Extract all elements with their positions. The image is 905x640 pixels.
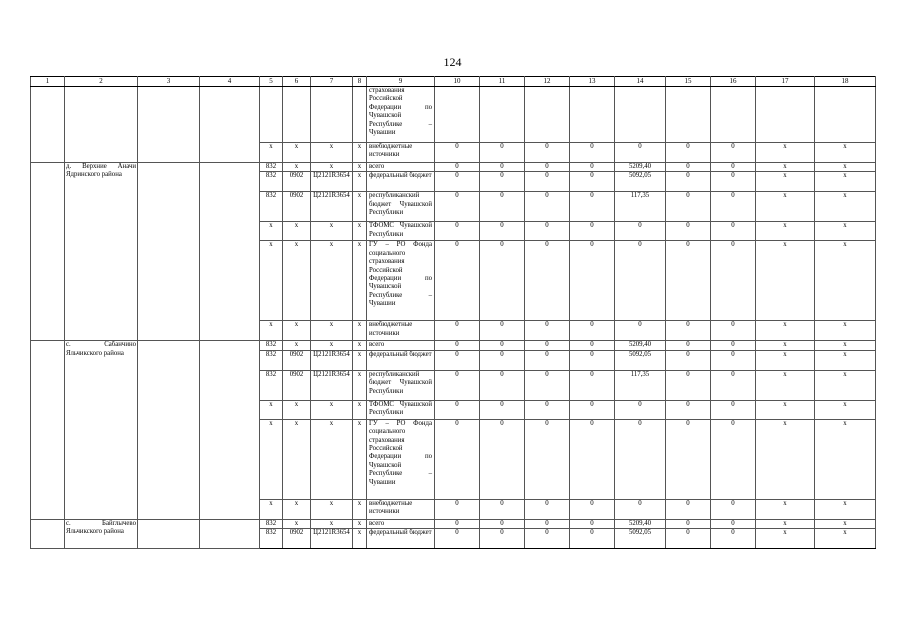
- cell-rzpr: 0902: [283, 192, 311, 222]
- cell-value-18: x: [815, 370, 876, 400]
- cell-col1: [31, 87, 65, 163]
- cell-grbs: [260, 87, 283, 143]
- cell-value-16: 0: [711, 192, 756, 222]
- cell-value-13: 0: [570, 350, 615, 370]
- cell-csr: Ц2121R3654: [311, 529, 353, 549]
- cell-value-12: [525, 87, 570, 143]
- cell-value-11: 0: [480, 519, 525, 528]
- cell-value-14: 117,35: [615, 192, 666, 222]
- cell-source: республиканский бюджет Чувашской Республики: [367, 192, 435, 222]
- cell-vr: [353, 87, 367, 143]
- cell-col4: [200, 163, 260, 341]
- cell-value-13: 0: [570, 321, 615, 341]
- cell-value-10: 0: [435, 419, 480, 499]
- cell-value-16: 0: [711, 519, 756, 528]
- table-row: [31, 341, 876, 350]
- cell-value-11: 0: [480, 192, 525, 222]
- cell-value-16: 0: [711, 321, 756, 341]
- cell-col3: [138, 519, 200, 548]
- budget-table: [30, 76, 876, 549]
- cell-csr: Ц2121R3654: [311, 192, 353, 222]
- cell-value-16: 0: [711, 143, 756, 163]
- cell-value-11: 0: [480, 163, 525, 172]
- cell-value-15: 0: [666, 350, 711, 370]
- cell-value-13: 0: [570, 222, 615, 241]
- cell-vr: x: [353, 321, 367, 341]
- cell-value-18: [815, 87, 876, 143]
- cell-value-12: 0: [525, 350, 570, 370]
- cell-vr: x: [353, 341, 367, 350]
- cell-source: федеральный бюджет: [367, 529, 435, 549]
- cell-value-18: x: [815, 222, 876, 241]
- cell-grbs: 832: [260, 370, 283, 400]
- cell-vr: x: [353, 192, 367, 222]
- cell-value-17: x: [756, 529, 815, 549]
- cell-value-12: 0: [525, 341, 570, 350]
- cell-source: ТФОМС Чувашской Республики: [367, 400, 435, 419]
- cell-value-14: 5092,05: [615, 350, 666, 370]
- cell-source: ГУ – РО Фонда социального страхования Российской Федерации по Чувашской Республике – Чувашии: [367, 419, 435, 499]
- cell-value-15: 0: [666, 172, 711, 192]
- column-number-16: 16: [711, 77, 756, 87]
- cell-value-10: 0: [435, 163, 480, 172]
- cell-value-14: 0: [615, 222, 666, 241]
- cell-value-14: 117,35: [615, 370, 666, 400]
- cell-value-13: 0: [570, 519, 615, 528]
- cell-value-14: 0: [615, 241, 666, 321]
- column-number-18: 18: [815, 77, 876, 87]
- cell-value-13: 0: [570, 400, 615, 419]
- cell-csr: x: [311, 400, 353, 419]
- cell-value-11: 0: [480, 370, 525, 400]
- cell-rzpr: x: [283, 241, 311, 321]
- cell-value-16: 0: [711, 350, 756, 370]
- cell-value-14: 0: [615, 419, 666, 499]
- column-number-8: 8: [353, 77, 367, 87]
- cell-col1: [31, 163, 65, 341]
- cell-value-14: 0: [615, 400, 666, 419]
- cell-rzpr: 0902: [283, 172, 311, 192]
- cell-vr: x: [353, 241, 367, 321]
- cell-value-13: 0: [570, 163, 615, 172]
- cell-value-14: 5209,40: [615, 341, 666, 350]
- cell-grbs: x: [260, 321, 283, 341]
- column-number-4: 4: [200, 77, 260, 87]
- cell-value-12: 0: [525, 192, 570, 222]
- cell-value-14: 0: [615, 321, 666, 341]
- cell-rzpr: x: [283, 321, 311, 341]
- cell-value-11: [480, 87, 525, 143]
- cell-grbs: x: [260, 143, 283, 163]
- cell-value-15: 0: [666, 192, 711, 222]
- cell-value-17: x: [756, 400, 815, 419]
- cell-csr: x: [311, 143, 353, 163]
- cell-grbs: x: [260, 499, 283, 519]
- cell-value-11: 0: [480, 350, 525, 370]
- cell-vr: x: [353, 350, 367, 370]
- cell-value-17: x: [756, 172, 815, 192]
- cell-csr: Ц2121R3654: [311, 350, 353, 370]
- cell-value-13: [570, 87, 615, 143]
- cell-value-16: 0: [711, 341, 756, 350]
- cell-value-17: x: [756, 350, 815, 370]
- cell-rzpr: x: [283, 519, 311, 528]
- cell-col1: [31, 341, 65, 519]
- cell-grbs: x: [260, 400, 283, 419]
- cell-source: внебюджетные источники: [367, 321, 435, 341]
- cell-col3: [138, 87, 200, 163]
- cell-value-16: 0: [711, 222, 756, 241]
- cell-value-16: 0: [711, 499, 756, 519]
- cell-value-16: 0: [711, 400, 756, 419]
- cell-locality: с. Сабанчино Яльчикского района: [65, 341, 138, 519]
- cell-grbs: 832: [260, 341, 283, 350]
- cell-value-18: x: [815, 321, 876, 341]
- cell-grbs: 832: [260, 172, 283, 192]
- cell-value-12: 0: [525, 172, 570, 192]
- cell-value-11: 0: [480, 143, 525, 163]
- cell-value-15: 0: [666, 143, 711, 163]
- cell-rzpr: x: [283, 341, 311, 350]
- cell-value-18: x: [815, 499, 876, 519]
- cell-value-16: 0: [711, 241, 756, 321]
- cell-value-10: 0: [435, 241, 480, 321]
- page-number: 124: [443, 55, 462, 69]
- cell-value-17: [756, 87, 815, 143]
- cell-value-10: 0: [435, 519, 480, 528]
- cell-vr: x: [353, 143, 367, 163]
- column-number-5: 5: [260, 77, 283, 87]
- cell-source: республиканский бюджет Чувашской Республики: [367, 370, 435, 400]
- cell-value-18: x: [815, 350, 876, 370]
- cell-value-14: 0: [615, 499, 666, 519]
- cell-source: страхования Российской Федерации по Чувашской Республике – Чувашии: [367, 87, 435, 143]
- cell-value-18: x: [815, 143, 876, 163]
- cell-value-12: 0: [525, 499, 570, 519]
- cell-source: федеральный бюджет: [367, 350, 435, 370]
- cell-value-10: 0: [435, 143, 480, 163]
- cell-rzpr: x: [283, 400, 311, 419]
- cell-value-13: 0: [570, 241, 615, 321]
- cell-value-10: 0: [435, 341, 480, 350]
- cell-rzpr: 0902: [283, 370, 311, 400]
- cell-value-10: 0: [435, 529, 480, 549]
- cell-source: федеральный бюджет: [367, 172, 435, 192]
- cell-value-13: 0: [570, 341, 615, 350]
- cell-value-17: x: [756, 143, 815, 163]
- cell-rzpr: x: [283, 419, 311, 499]
- cell-rzpr: x: [283, 222, 311, 241]
- cell-rzpr: x: [283, 163, 311, 172]
- cell-value-12: 0: [525, 419, 570, 499]
- cell-vr: x: [353, 519, 367, 528]
- cell-value-18: x: [815, 192, 876, 222]
- cell-value-11: 0: [480, 321, 525, 341]
- cell-locality: д. Верхние Аначи Ядринского района: [65, 163, 138, 341]
- cell-rzpr: [283, 87, 311, 143]
- cell-grbs: 832: [260, 529, 283, 549]
- cell-value-11: 0: [480, 400, 525, 419]
- cell-value-17: x: [756, 519, 815, 528]
- cell-value-14: [615, 87, 666, 143]
- cell-value-18: x: [815, 341, 876, 350]
- cell-value-17: x: [756, 419, 815, 499]
- cell-col3: [138, 341, 200, 519]
- cell-value-10: 0: [435, 370, 480, 400]
- cell-value-10: 0: [435, 222, 480, 241]
- cell-value-16: [711, 87, 756, 143]
- cell-rzpr: x: [283, 499, 311, 519]
- cell-value-16: 0: [711, 163, 756, 172]
- cell-value-17: x: [756, 341, 815, 350]
- cell-csr: [311, 87, 353, 143]
- cell-csr: x: [311, 499, 353, 519]
- cell-csr: Ц2121R3654: [311, 172, 353, 192]
- column-number-9: 9: [367, 77, 435, 87]
- cell-value-11: 0: [480, 499, 525, 519]
- cell-value-15: 0: [666, 529, 711, 549]
- cell-value-12: 0: [525, 519, 570, 528]
- cell-source: внебюджетные источники: [367, 143, 435, 163]
- column-number-12: 12: [525, 77, 570, 87]
- cell-value-18: x: [815, 419, 876, 499]
- cell-vr: x: [353, 400, 367, 419]
- cell-value-17: x: [756, 370, 815, 400]
- cell-value-11: 0: [480, 419, 525, 499]
- cell-value-18: x: [815, 519, 876, 528]
- table-row: [31, 519, 876, 528]
- column-number-11: 11: [480, 77, 525, 87]
- cell-value-15: 0: [666, 370, 711, 400]
- cell-value-14: 0: [615, 143, 666, 163]
- cell-value-15: 0: [666, 341, 711, 350]
- cell-grbs: x: [260, 241, 283, 321]
- cell-value-10: 0: [435, 192, 480, 222]
- cell-value-16: 0: [711, 370, 756, 400]
- cell-value-13: 0: [570, 529, 615, 549]
- cell-value-17: x: [756, 192, 815, 222]
- cell-value-15: 0: [666, 163, 711, 172]
- cell-rzpr: x: [283, 143, 311, 163]
- cell-csr: Ц2121R3654: [311, 370, 353, 400]
- cell-csr: x: [311, 341, 353, 350]
- cell-value-11: 0: [480, 241, 525, 321]
- cell-value-13: 0: [570, 192, 615, 222]
- cell-value-18: x: [815, 172, 876, 192]
- cell-source: внебюджетные источники: [367, 499, 435, 519]
- cell-grbs: x: [260, 419, 283, 499]
- cell-source: всего: [367, 341, 435, 350]
- cell-value-17: x: [756, 241, 815, 321]
- cell-value-14: 5092,05: [615, 172, 666, 192]
- cell-value-11: 0: [480, 341, 525, 350]
- cell-value-17: x: [756, 163, 815, 172]
- cell-col4: [200, 87, 260, 163]
- cell-value-15: 0: [666, 499, 711, 519]
- cell-col4: [200, 341, 260, 519]
- cell-value-15: 0: [666, 222, 711, 241]
- cell-value-10: 0: [435, 400, 480, 419]
- cell-value-11: 0: [480, 222, 525, 241]
- cell-value-13: 0: [570, 172, 615, 192]
- cell-value-13: 0: [570, 419, 615, 499]
- cell-value-17: x: [756, 321, 815, 341]
- cell-value-13: 0: [570, 499, 615, 519]
- cell-value-11: 0: [480, 172, 525, 192]
- cell-value-12: 0: [525, 143, 570, 163]
- cell-value-18: x: [815, 400, 876, 419]
- cell-value-13: 0: [570, 143, 615, 163]
- cell-col4: [200, 519, 260, 548]
- cell-csr: x: [311, 222, 353, 241]
- column-number-17: 17: [756, 77, 815, 87]
- cell-value-16: 0: [711, 172, 756, 192]
- cell-value-15: [666, 87, 711, 143]
- cell-value-16: 0: [711, 419, 756, 499]
- cell-value-13: 0: [570, 370, 615, 400]
- cell-source: всего: [367, 519, 435, 528]
- cell-value-15: 0: [666, 400, 711, 419]
- cell-value-15: 0: [666, 321, 711, 341]
- cell-value-10: 0: [435, 172, 480, 192]
- cell-locality: с. Байглычево Яльчикского района: [65, 519, 138, 548]
- cell-vr: x: [353, 529, 367, 549]
- cell-grbs: 832: [260, 192, 283, 222]
- cell-csr: x: [311, 241, 353, 321]
- cell-source: ТФОМС Чувашской Республики: [367, 222, 435, 241]
- cell-value-12: 0: [525, 222, 570, 241]
- cell-value-12: 0: [525, 370, 570, 400]
- cell-csr: x: [311, 419, 353, 499]
- cell-value-12: 0: [525, 163, 570, 172]
- cell-grbs: x: [260, 222, 283, 241]
- cell-value-17: x: [756, 499, 815, 519]
- column-number-13: 13: [570, 77, 615, 87]
- cell-value-15: 0: [666, 419, 711, 499]
- cell-vr: x: [353, 499, 367, 519]
- cell-value-17: x: [756, 222, 815, 241]
- column-number-2: 2: [65, 77, 138, 87]
- cell-vr: x: [353, 370, 367, 400]
- cell-vr: x: [353, 163, 367, 172]
- cell-rzpr: 0902: [283, 529, 311, 549]
- cell-value-18: x: [815, 241, 876, 321]
- cell-csr: x: [311, 163, 353, 172]
- cell-value-15: 0: [666, 241, 711, 321]
- cell-value-18: x: [815, 163, 876, 172]
- cell-value-12: 0: [525, 241, 570, 321]
- cell-value-16: 0: [711, 529, 756, 549]
- cell-col3: [138, 163, 200, 341]
- cell-vr: x: [353, 172, 367, 192]
- column-number-14: 14: [615, 77, 666, 87]
- cell-value-18: x: [815, 529, 876, 549]
- cell-value-14: 5092,05: [615, 529, 666, 549]
- cell-value-10: 0: [435, 321, 480, 341]
- cell-value-10: 0: [435, 350, 480, 370]
- column-number-10: 10: [435, 77, 480, 87]
- cell-value-12: 0: [525, 529, 570, 549]
- column-number-3: 3: [138, 77, 200, 87]
- cell-value-14: 5209,40: [615, 519, 666, 528]
- column-number-6: 6: [283, 77, 311, 87]
- column-number-row: [31, 77, 876, 87]
- cell-vr: x: [353, 222, 367, 241]
- cell-grbs: 832: [260, 350, 283, 370]
- cell-csr: x: [311, 519, 353, 528]
- cell-value-14: 5209,40: [615, 163, 666, 172]
- cell-col1: [31, 519, 65, 548]
- cell-rzpr: 0902: [283, 350, 311, 370]
- cell-locality: [65, 87, 138, 163]
- cell-value-10: 0: [435, 499, 480, 519]
- column-number-7: 7: [311, 77, 353, 87]
- cell-grbs: 832: [260, 519, 283, 528]
- column-number-1: 1: [31, 77, 65, 87]
- cell-source: ГУ – РО Фонда социального страхования Российской Федерации по Чувашской Республике – Чувашии: [367, 241, 435, 321]
- table-row: [31, 87, 876, 143]
- table-row: [31, 163, 876, 172]
- cell-grbs: 832: [260, 163, 283, 172]
- cell-value-12: 0: [525, 321, 570, 341]
- cell-value-12: 0: [525, 400, 570, 419]
- cell-value-11: 0: [480, 529, 525, 549]
- cell-csr: x: [311, 321, 353, 341]
- cell-vr: x: [353, 419, 367, 499]
- cell-source: всего: [367, 163, 435, 172]
- column-number-15: 15: [666, 77, 711, 87]
- cell-value-10: [435, 87, 480, 143]
- cell-value-15: 0: [666, 519, 711, 528]
